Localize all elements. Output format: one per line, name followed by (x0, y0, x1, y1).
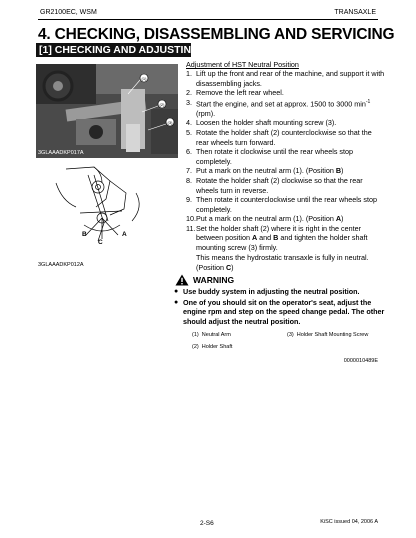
photo-callout-1: (1) (141, 75, 147, 81)
photo-figure (36, 64, 178, 158)
photo-callout-3: (3) (167, 119, 173, 125)
list-item: ● Use buddy system in adjusting the neutral position. (174, 287, 360, 296)
list-item: 5. Rotate the holder shaft (2) counterclockwise so that the rear wheels turn forward. (186, 127, 372, 147)
list-item: 4. Loosen the holder shaft mounting screw (3). (186, 118, 337, 128)
warning-label: WARNING (193, 275, 235, 285)
bullet-icon: ● (174, 298, 179, 306)
page-number: 2-S6 (200, 520, 214, 527)
diagram-label-b: B (82, 231, 87, 238)
photo-figure-code: 3GLAAADKP017A (38, 150, 84, 156)
header-chapter: TRANSAXLE (334, 9, 376, 16)
procedure-title: Adjustment of HST Neutral Position (186, 60, 299, 69)
bullet-icon: ● (174, 288, 179, 295)
header-model: GR2100EC, WSM (40, 9, 97, 16)
list-item: 8. Rotate the holder shaft (2) clockwise so that the rear wheels turn in reverse. (186, 175, 363, 195)
header-rule (38, 19, 378, 20)
photo-callout-2: (2) (159, 101, 165, 107)
parts-legend (192, 332, 382, 356)
list-item: 7. Put a mark on the neutral arm (1). (Position B) (186, 166, 344, 176)
document-id: 0000010489E (343, 358, 378, 364)
procedure-steps (186, 69, 386, 253)
neutral-note: This means the hydrostatic transaxle is fully in neutral. (Position C) (196, 253, 369, 272)
diagram-label-a: A (122, 231, 127, 238)
list-item: 3. Start the engine, and set at approx. 1500 to 3000 $\min^{-1} (rpm)$. (186, 97, 371, 118)
neutral-position-diagram (36, 163, 182, 245)
list-item: 11. Set the holder shaft (2) where it is right in the center between position A and B and tighten the holder shaft mounting screw (3) firmly. (186, 223, 368, 253)
issue-date: KiSC issued 04, 2006 A (320, 519, 378, 525)
neutral-arm-drawing (36, 163, 182, 245)
warning-list (174, 287, 386, 327)
legend-item: (1) Neutral Arm (192, 332, 231, 338)
list-item: ● One of you should sit on the operator's seat, adjust the engine rpm and step on the speed change pedal. The other should adjust the neutral position. (174, 297, 385, 326)
warning-heading (175, 274, 234, 286)
list-item: 10. Put a mark on the neutral arm (1). (Position A) (186, 214, 344, 224)
diagram-label-c: C (98, 239, 103, 245)
legend-item: (3) Holder Shaft Mounting Screw (287, 332, 369, 338)
subsection-title: [1] CHECKING AND ADJUSTING (36, 43, 191, 57)
photo-illustration (36, 64, 178, 158)
diagram-figure-code: 3GLAAADKP012A (38, 262, 84, 268)
legend-item: (2) Holder Shaft (192, 344, 233, 350)
list-item: 1. Lift up the front and rear of the machine, and support it with disassembling jacks. (186, 69, 385, 88)
list-item: 6. Then rotate it clockwise until the rear wheels stop completely. (186, 147, 354, 166)
section-title: 4. CHECKING, DISASSEMBLING AND SERVICING (38, 26, 395, 43)
warning-triangle-icon (175, 274, 189, 286)
list-item: 2. Remove the left rear wheel. (186, 88, 284, 98)
list-item: 9. Then rotate it counterclockwise until the rear wheels stop completely. (186, 195, 377, 214)
